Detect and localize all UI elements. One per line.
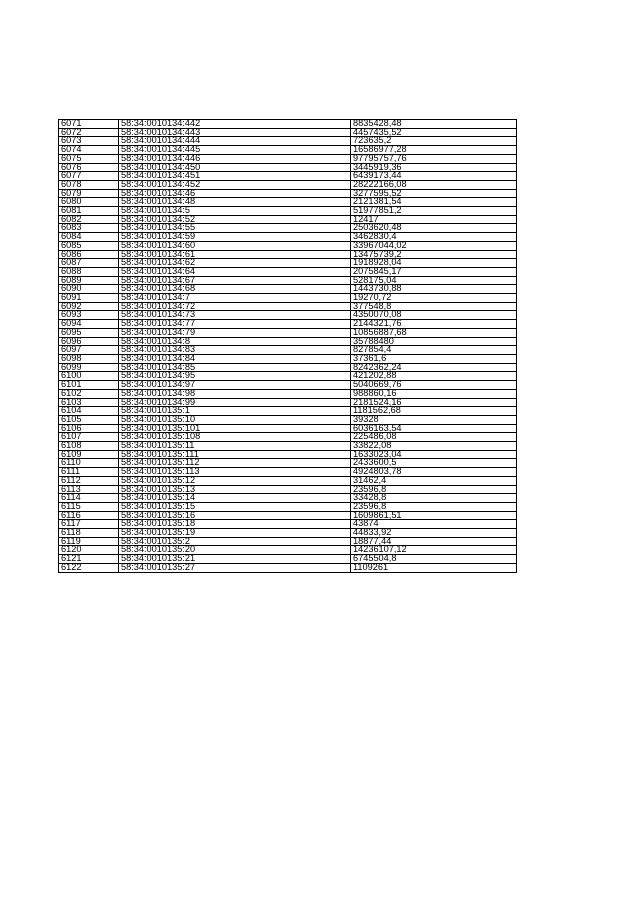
cadastral-number-cell: 58:34:0010134:62 (119, 259, 351, 268)
value-cell: 33967044,02 (351, 241, 517, 250)
cadastral-number-cell: 58:34:0010134:79 (119, 328, 351, 337)
cadastral-number-cell: 58:34:0010134:64 (119, 267, 351, 276)
value-cell: 1609861,51 (351, 511, 517, 520)
table-row (59, 120, 517, 129)
table-row (59, 450, 517, 459)
cadastral-number-cell: 58:34:0010134:46 (119, 189, 351, 198)
value-cell: 377548,8 (351, 302, 517, 311)
row-number-cell: 6108 (59, 442, 119, 451)
table-row (59, 537, 517, 546)
cadastral-number-cell: 58:34:0010135:1 (119, 407, 351, 416)
value-cell: 988860,16 (351, 389, 517, 398)
row-number-cell: 6104 (59, 407, 119, 416)
table-row (59, 311, 517, 320)
cadastral-number-cell: 58:34:0010135:2 (119, 537, 351, 546)
value-cell: 6439173,44 (351, 172, 517, 181)
row-number-cell: 6115 (59, 502, 119, 511)
row-number-cell: 6105 (59, 415, 119, 424)
table-row (59, 494, 517, 503)
table-row (59, 328, 517, 337)
table-row (59, 511, 517, 520)
table-row (59, 207, 517, 216)
cadastral-number-cell: 58:34:0010134:451 (119, 172, 351, 181)
value-cell: 3277595,52 (351, 189, 517, 198)
cadastral-number-cell: 58:34:0010135:27 (119, 563, 351, 572)
value-cell: 35788480 (351, 337, 517, 346)
row-number-cell: 6119 (59, 537, 119, 546)
table-row (59, 294, 517, 303)
row-number-cell: 6079 (59, 189, 119, 198)
row-number-cell: 6102 (59, 389, 119, 398)
value-cell: 2075845,17 (351, 267, 517, 276)
row-number-cell: 6099 (59, 363, 119, 372)
cadastral-number-cell: 58:34:0010134:73 (119, 311, 351, 320)
table-row (59, 154, 517, 163)
row-number-cell: 6092 (59, 302, 119, 311)
cadastral-number-cell: 58:34:0010134:77 (119, 320, 351, 329)
value-cell: 33428,8 (351, 494, 517, 503)
row-number-cell: 6090 (59, 285, 119, 294)
value-cell: 225486,08 (351, 433, 517, 442)
table-row (59, 381, 517, 390)
row-number-cell: 6074 (59, 146, 119, 155)
cadastral-number-cell: 58:34:0010134:5 (119, 207, 351, 216)
table-body (59, 120, 517, 573)
cadastral-number-cell: 58:34:0010134:68 (119, 285, 351, 294)
row-number-cell: 6113 (59, 485, 119, 494)
cadastral-number-cell: 58:34:0010134:55 (119, 224, 351, 233)
value-cell: 2433600,5 (351, 459, 517, 468)
row-number-cell: 6109 (59, 450, 119, 459)
table-row (59, 172, 517, 181)
value-cell: 2144321,76 (351, 320, 517, 329)
row-number-cell: 6120 (59, 546, 119, 555)
table-row (59, 520, 517, 529)
table-row (59, 363, 517, 372)
row-number-cell: 6121 (59, 555, 119, 564)
table-row (59, 476, 517, 485)
table-row (59, 224, 517, 233)
row-number-cell: 6075 (59, 154, 119, 163)
value-cell: 13475739,2 (351, 250, 517, 259)
row-number-cell: 6088 (59, 267, 119, 276)
value-cell: 2503620,48 (351, 224, 517, 233)
cadastral-number-cell: 58:34:0010134:450 (119, 163, 351, 172)
value-cell: 19270,72 (351, 294, 517, 303)
value-cell: 37361,6 (351, 354, 517, 363)
table-row (59, 259, 517, 268)
cadastral-number-cell: 58:34:0010135:13 (119, 485, 351, 494)
cadastral-number-cell: 58:34:0010134:61 (119, 250, 351, 259)
cadastral-number-cell: 58:34:0010135:15 (119, 502, 351, 511)
cadastral-number-cell: 58:34:0010134:99 (119, 398, 351, 407)
cadastral-number-cell: 58:34:0010135:111 (119, 450, 351, 459)
value-cell: 2181524,16 (351, 398, 517, 407)
row-number-cell: 6101 (59, 381, 119, 390)
value-cell: 421202,88 (351, 372, 517, 381)
cadastral-number-cell: 58:34:0010135:20 (119, 546, 351, 555)
table-row (59, 276, 517, 285)
table-row (59, 241, 517, 250)
cadastral-number-cell: 58:34:0010134:60 (119, 241, 351, 250)
cadastral-number-cell: 58:34:0010134:443 (119, 128, 351, 137)
table-row (59, 128, 517, 137)
row-number-cell: 6094 (59, 320, 119, 329)
table-row (59, 555, 517, 564)
cadastral-number-cell: 58:34:0010135:21 (119, 555, 351, 564)
table-row (59, 163, 517, 172)
table-row (59, 502, 517, 511)
row-number-cell: 6111 (59, 468, 119, 477)
value-cell: 33822,08 (351, 442, 517, 451)
cadastral-number-cell: 58:34:0010134:83 (119, 346, 351, 355)
table-row (59, 137, 517, 146)
table-row (59, 302, 517, 311)
cadastral-number-cell: 58:34:0010135:101 (119, 424, 351, 433)
cadastral-number-cell: 58:34:0010135:12 (119, 476, 351, 485)
cadastral-number-cell: 58:34:0010134:444 (119, 137, 351, 146)
cadastral-number-cell: 58:34:0010135:19 (119, 529, 351, 538)
value-cell: 4457435,52 (351, 128, 517, 137)
row-number-cell: 6072 (59, 128, 119, 137)
row-number-cell: 6098 (59, 354, 119, 363)
value-cell: 6745504,8 (351, 555, 517, 564)
cadastral-value-table (58, 119, 517, 573)
table-row (59, 407, 517, 416)
cadastral-number-cell: 58:34:0010134:72 (119, 302, 351, 311)
value-cell: 723635,2 (351, 137, 517, 146)
row-number-cell: 6096 (59, 337, 119, 346)
cadastral-number-cell: 58:34:0010134:95 (119, 372, 351, 381)
value-cell: 4350070,08 (351, 311, 517, 320)
table-row (59, 250, 517, 259)
row-number-cell: 6089 (59, 276, 119, 285)
row-number-cell: 6107 (59, 433, 119, 442)
value-cell: 12417 (351, 215, 517, 224)
cadastral-number-cell: 58:34:0010135:108 (119, 433, 351, 442)
table-row (59, 485, 517, 494)
row-number-cell: 6083 (59, 224, 119, 233)
table-row (59, 337, 517, 346)
row-number-cell: 6077 (59, 172, 119, 181)
table-row (59, 346, 517, 355)
value-cell: 43874 (351, 520, 517, 529)
table-row (59, 189, 517, 198)
value-cell: 3445919,36 (351, 163, 517, 172)
value-cell: 6036163,54 (351, 424, 517, 433)
cadastral-number-cell: 58:34:0010134:67 (119, 276, 351, 285)
table-row (59, 424, 517, 433)
row-number-cell: 6112 (59, 476, 119, 485)
cadastral-number-cell: 58:34:0010134:84 (119, 354, 351, 363)
row-number-cell: 6093 (59, 311, 119, 320)
row-number-cell: 6081 (59, 207, 119, 216)
value-cell: 4924803,78 (351, 468, 517, 477)
row-number-cell: 6087 (59, 259, 119, 268)
cadastral-number-cell: 58:34:0010134:452 (119, 180, 351, 189)
row-number-cell: 6122 (59, 563, 119, 572)
table-row (59, 529, 517, 538)
table-row (59, 320, 517, 329)
table-row (59, 433, 517, 442)
value-cell: 1918928,04 (351, 259, 517, 268)
row-number-cell: 6103 (59, 398, 119, 407)
table-row (59, 180, 517, 189)
cadastral-number-cell: 58:34:0010134:445 (119, 146, 351, 155)
table-row (59, 563, 517, 572)
value-cell: 97795757,76 (351, 154, 517, 163)
cadastral-number-cell: 58:34:0010134:52 (119, 215, 351, 224)
value-cell: 23596,8 (351, 502, 517, 511)
row-number-cell: 6073 (59, 137, 119, 146)
cadastral-number-cell: 58:34:0010134:98 (119, 389, 351, 398)
value-cell: 3462830,4 (351, 233, 517, 242)
cadastral-number-cell: 58:34:0010135:113 (119, 468, 351, 477)
cadastral-number-cell: 58:34:0010134:8 (119, 337, 351, 346)
table-row (59, 215, 517, 224)
table-row (59, 459, 517, 468)
cadastral-number-cell: 58:34:0010134:7 (119, 294, 351, 303)
table-row (59, 442, 517, 451)
value-cell: 827854,4 (351, 346, 517, 355)
row-number-cell: 6110 (59, 459, 119, 468)
cadastral-number-cell: 58:34:0010134:442 (119, 120, 351, 129)
cadastral-number-cell: 58:34:0010135:10 (119, 415, 351, 424)
value-cell: 23596,8 (351, 485, 517, 494)
row-number-cell: 6114 (59, 494, 119, 503)
row-number-cell: 6106 (59, 424, 119, 433)
cadastral-number-cell: 58:34:0010134:48 (119, 198, 351, 207)
value-cell: 8835428,48 (351, 120, 517, 129)
cadastral-number-cell: 58:34:0010134:97 (119, 381, 351, 390)
value-cell: 2121381,54 (351, 198, 517, 207)
value-cell: 5040669,76 (351, 381, 517, 390)
row-number-cell: 6078 (59, 180, 119, 189)
value-cell: 528175,04 (351, 276, 517, 285)
row-number-cell: 6076 (59, 163, 119, 172)
table-row (59, 233, 517, 242)
row-number-cell: 6082 (59, 215, 119, 224)
row-number-cell: 6095 (59, 328, 119, 337)
table-row (59, 468, 517, 477)
cadastral-number-cell: 58:34:0010135:18 (119, 520, 351, 529)
cadastral-number-cell: 58:34:0010134:85 (119, 363, 351, 372)
value-cell: 44833,92 (351, 529, 517, 538)
value-cell: 14236107,12 (351, 546, 517, 555)
row-number-cell: 6116 (59, 511, 119, 520)
table-row (59, 546, 517, 555)
table-row (59, 398, 517, 407)
row-number-cell: 6084 (59, 233, 119, 242)
table-row (59, 285, 517, 294)
table-row (59, 372, 517, 381)
value-cell: 16586977,28 (351, 146, 517, 155)
cadastral-number-cell: 58:34:0010135:11 (119, 442, 351, 451)
value-cell: 1633023,04 (351, 450, 517, 459)
row-number-cell: 6085 (59, 241, 119, 250)
row-number-cell: 6100 (59, 372, 119, 381)
cadastral-number-cell: 58:34:0010135:16 (119, 511, 351, 520)
value-cell: 39328 (351, 415, 517, 424)
value-cell: 1181562,68 (351, 407, 517, 416)
row-number-cell: 6097 (59, 346, 119, 355)
row-number-cell: 6091 (59, 294, 119, 303)
cadastral-number-cell: 58:34:0010134:59 (119, 233, 351, 242)
row-number-cell: 6071 (59, 120, 119, 129)
table-row (59, 354, 517, 363)
value-cell: 1443730,88 (351, 285, 517, 294)
cadastral-number-cell: 58:34:0010135:112 (119, 459, 351, 468)
table-row (59, 146, 517, 155)
row-number-cell: 6080 (59, 198, 119, 207)
value-cell: 8242362,24 (351, 363, 517, 372)
cadastral-number-cell: 58:34:0010135:14 (119, 494, 351, 503)
value-cell: 31462,4 (351, 476, 517, 485)
row-number-cell: 6086 (59, 250, 119, 259)
table-row (59, 389, 517, 398)
value-cell: 51977851,2 (351, 207, 517, 216)
cadastral-number-cell: 58:34:0010134:446 (119, 154, 351, 163)
table-row (59, 267, 517, 276)
table-row (59, 198, 517, 207)
row-number-cell: 6117 (59, 520, 119, 529)
row-number-cell: 6118 (59, 529, 119, 538)
table-row (59, 415, 517, 424)
value-cell: 10856887,68 (351, 328, 517, 337)
value-cell: 18877,44 (351, 537, 517, 546)
value-cell: 28222166,08 (351, 180, 517, 189)
value-cell: 1109261 (351, 563, 517, 572)
